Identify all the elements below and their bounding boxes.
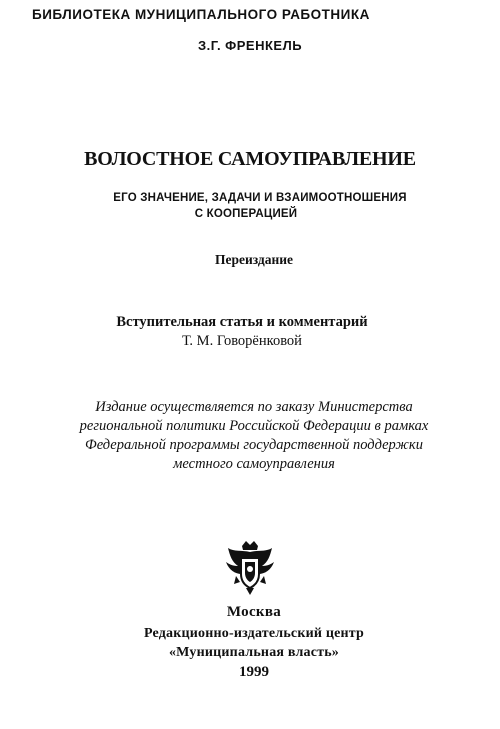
intro-credit-line2: Т. М. Говорёнковой <box>182 333 302 349</box>
book-title: ВОЛОСТНОЕ САМОУПРАВЛЕНИЕ <box>84 148 416 170</box>
sponsor-note-line1: Издание осуществляется по заказу Министерства <box>95 399 413 415</box>
coat-of-arms-icon <box>224 540 276 596</box>
publication-city: Москва <box>226 604 282 620</box>
publication-year: 1999 <box>239 664 269 680</box>
series-title: БИБЛИОТЕКА МУНИЦИПАЛЬНОГО РАБОТНИКА <box>32 7 370 22</box>
sponsor-note-line4: местного самоуправления <box>173 456 335 472</box>
author-name: З.Г. ФРЕНКЕЛЬ <box>197 38 303 53</box>
sponsor-note-line2: региональной политики Российской Федерации в рамках <box>79 418 429 434</box>
book-subtitle-line1: ЕГО ЗНАЧЕНИЕ, ЗАДАЧИ И ВЗАИМООТНОШЕНИЯ <box>113 192 407 204</box>
sponsor-note-line3: Федеральной программы государственной поддержки <box>85 437 423 453</box>
intro-credit-line1: Вступительная статья и комментарий <box>116 314 368 330</box>
book-subtitle-line2: С КООПЕРАЦИЕЙ <box>194 208 298 220</box>
publisher-line2: «Муниципальная власть» <box>168 645 339 660</box>
publisher-line1: Редакционно-издательский центр <box>143 626 365 641</box>
reissue-label: Переиздание <box>214 252 294 267</box>
